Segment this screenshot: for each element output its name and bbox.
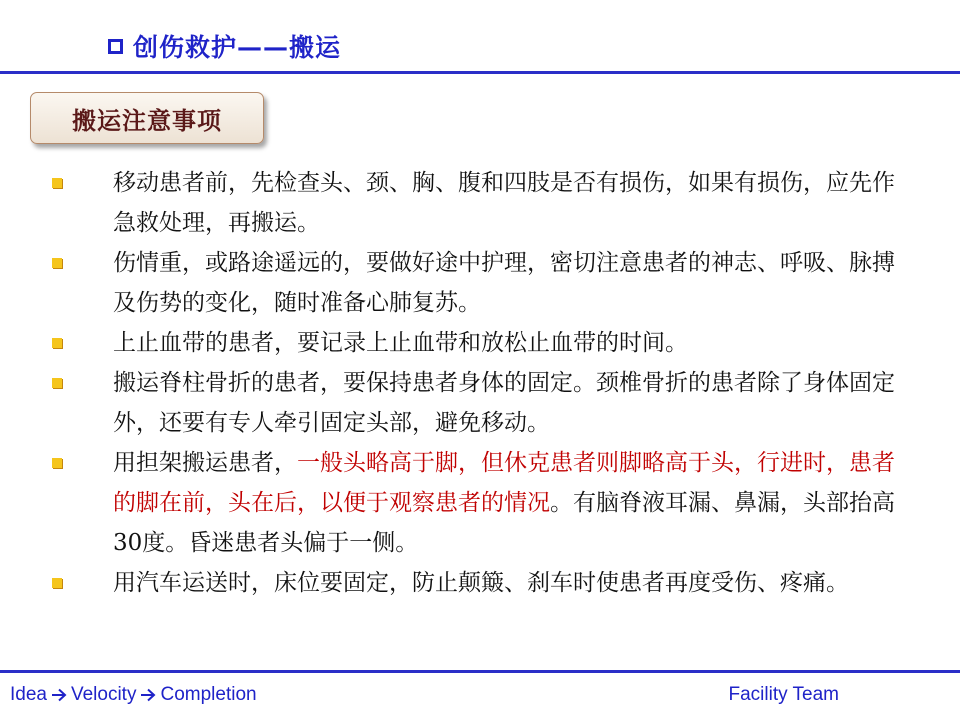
- bullet-text: 搬运脊柱骨折的患者，要保持患者身体的固定。颈椎骨折的患者除了身体固定外，还要有专人牵引固定头部，避免移动。: [113, 370, 895, 436]
- footer-velocity: Velocity: [70, 684, 137, 705]
- yellow-square-bullet-icon: [52, 378, 62, 388]
- section-label: 搬运注意事项: [72, 106, 222, 135]
- footer-idea: Idea: [10, 684, 47, 705]
- bullet-item: [50, 163, 900, 243]
- yellow-square-bullet-icon: [52, 338, 62, 348]
- bullet-item: [50, 563, 900, 603]
- bullet-item: [50, 443, 900, 563]
- slide-title: 创伤救护——搬运: [133, 33, 342, 62]
- footer-completion: Completion: [160, 684, 257, 705]
- footer-team: Facility Team: [728, 684, 839, 705]
- footer-tagline: [10, 684, 257, 708]
- bullet-item: [50, 243, 900, 323]
- section-label-box: [30, 92, 264, 144]
- bullet-item: [50, 323, 900, 363]
- bullet-text: 上止血带的患者，要记录上止血带和放松止血带的时间。: [113, 330, 688, 356]
- bullet-text: 移动患者前，先检查头、颈、胸、腹和四肢是否有损伤，如果有损伤，应先作急救处理，再搬运。: [113, 170, 895, 236]
- hollow-square-icon: [108, 39, 123, 54]
- right-arrow-icon: [51, 686, 67, 708]
- bullet-text: 用汽车运送时，床位要固定，防止颠簸、刹车时使患者再度受伤、疼痛。: [113, 570, 849, 596]
- yellow-square-bullet-icon: [52, 458, 62, 468]
- bullet-item: [50, 363, 900, 443]
- bullet-text-prefix: 用担架搬运患者，: [113, 450, 297, 476]
- bullet-text-suffix: 。有脑脊液耳漏、鼻漏，头部抬高30度。昏迷患者头偏于一侧。: [113, 490, 895, 556]
- bullet-text: 伤情重，或路途遥远的，要做好途中护理，密切注意患者的神志、呼吸、脉搏及伤势的变化，随时准备心肺复苏。: [113, 250, 895, 316]
- yellow-square-bullet-icon: [52, 578, 62, 588]
- bullet-list: [50, 163, 900, 603]
- yellow-square-bullet-icon: [52, 178, 62, 188]
- bullet-text-highlight: 一般头略高于脚，但休克患者则脚略高于头，行进时，患者的脚在前，头在后，以便于观察患者的情况: [113, 450, 895, 516]
- right-arrow-icon: [140, 686, 156, 708]
- footer-divider: [0, 670, 960, 673]
- header-divider: [0, 71, 960, 74]
- slide-header: [108, 26, 341, 66]
- yellow-square-bullet-icon: [52, 258, 62, 268]
